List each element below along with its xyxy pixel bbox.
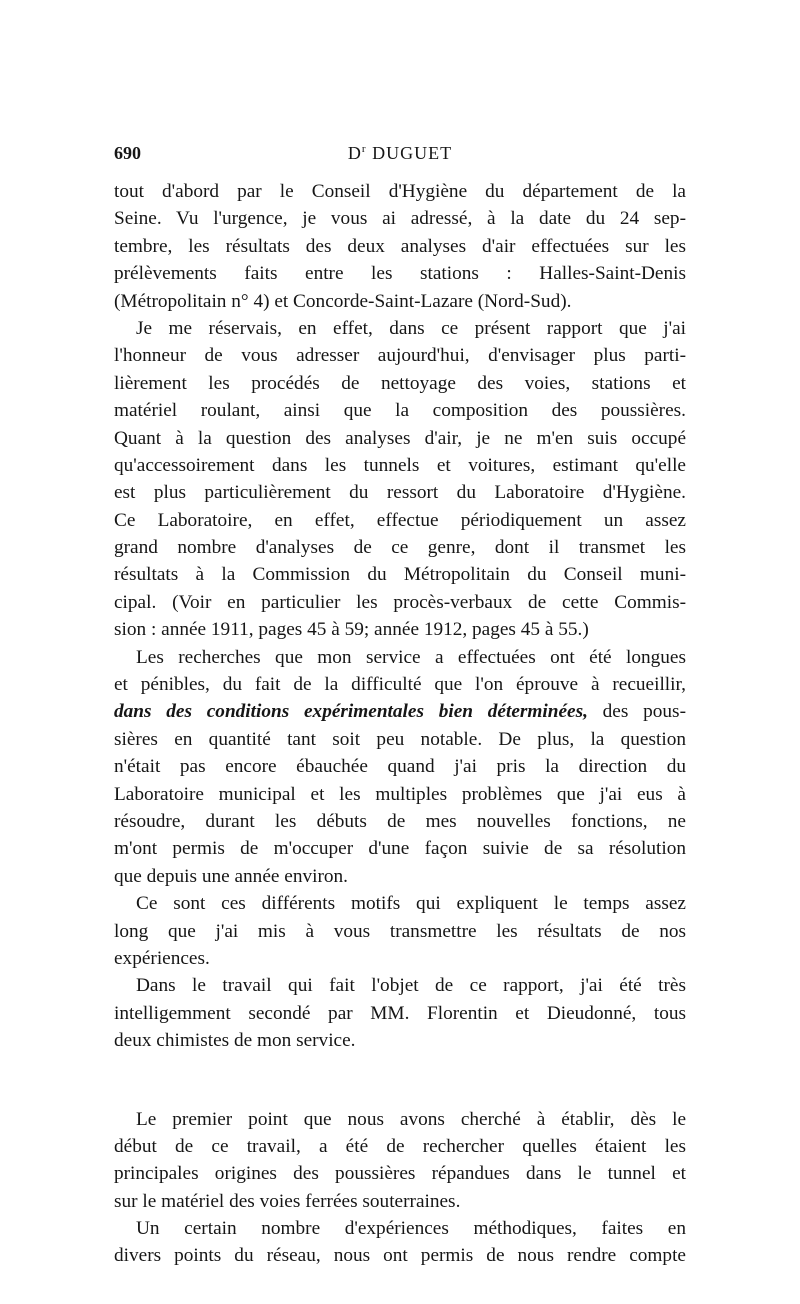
text-line: résultats à la Commission du Métropolitain du Conseil muni- xyxy=(114,564,686,586)
text-line: Ce Laboratoire, en effet, effectue périodiquement un assez xyxy=(114,509,686,531)
text-line: prélèvements faits entre les stations : Halles-Saint-Denis xyxy=(114,263,686,285)
text-line xyxy=(114,698,686,725)
text-line: Dans le travail qui fait l'objet de ce rapport, j'ai été très xyxy=(136,975,686,997)
page-number: 690 xyxy=(114,143,141,163)
text-line: lièrement les procédés de nettoyage des voies, stations et xyxy=(114,372,686,394)
text-line: Le premier point que nous avons cherché à établir, dès le xyxy=(136,1108,686,1130)
text-line: sion : année 1911, pages 45 à 59; année 1912, pages 45 à 55.) xyxy=(114,619,589,641)
text-line: deux chimistes de mon service. xyxy=(114,1030,356,1052)
text-line: (Métropolitain n° 4) et Concorde-Saint-Lazare (Nord-Sud). xyxy=(114,290,572,312)
text-line: intelligemment secondé par MM. Florentin et Dieudonné, tous xyxy=(114,1002,686,1024)
text-line: grand nombre d'analyses de ce genre, dont il transmet les xyxy=(114,537,686,559)
text-line: Seine. Vu l'urgence, je vous ai adressé, à la date du 24 sep- xyxy=(114,208,686,230)
author-name: DUGUET xyxy=(372,143,453,163)
text-line: principales origines des poussières répandues dans le tunnel et xyxy=(114,1163,686,1185)
text-line: tout d'abord par le Conseil d'Hygiène du département de la xyxy=(114,181,686,202)
text-line: n'était pas encore ébauchée quand j'ai pris la direction du xyxy=(114,756,686,778)
text-line: sières en quantité tant soit peu notable. De plus, la question xyxy=(114,728,686,750)
text-line: Je me réservais, en effet, dans ce présent rapport que j'ai xyxy=(136,317,686,339)
text-line: m'ont permis de m'occuper d'une façon suivie de sa résolution xyxy=(114,838,686,860)
text-line: résoudre, durant les débuts de mes nouvelles fonctions, ne xyxy=(114,810,686,832)
author-prefix: D xyxy=(347,143,362,163)
text-line: tembre, les résultats des deux analyses d'air effectuées sur les xyxy=(114,235,686,257)
text-line: divers points du réseau, nous ont permis de nous rendre compte xyxy=(114,1245,686,1267)
text-line: début de ce travail, a été de rechercher quelles étaient les xyxy=(114,1135,686,1157)
section-gap xyxy=(114,1055,686,1106)
text-line: cipal. (Voir en particulier les procès-verbaux de cette Commis- xyxy=(114,591,686,613)
running-head xyxy=(114,143,686,164)
body-text xyxy=(114,178,686,1270)
text-line: est plus particulièrement du ressort du Laboratoire d'Hygiène. xyxy=(114,482,686,504)
text-span: des pous- xyxy=(587,701,686,723)
author-prefix-sup: r xyxy=(361,143,367,155)
text-line: Les recherches que mon service a effectuées ont été longues xyxy=(136,646,686,668)
page-header xyxy=(114,143,686,171)
italic-phrase: dans des conditions expérimentales bien déterminées, xyxy=(114,701,588,723)
text-line: Ce sont ces différents motifs qui expliquent le temps assez xyxy=(136,893,686,915)
text-line: l'honneur de vous adresser aujourd'hui, d'envisager plus parti- xyxy=(114,345,686,367)
text-line: sur le matériel des voies ferrées souterraines. xyxy=(114,1190,461,1212)
text-line: expériences. xyxy=(114,947,210,969)
text-line: Un certain nombre d'expériences méthodiques, faites en xyxy=(136,1218,686,1240)
text-line: matériel roulant, ainsi que la composition des poussières. xyxy=(114,400,686,422)
text-line: que depuis une année environ. xyxy=(114,865,348,887)
text-line: et pénibles, du fait de la difficulté que l'on éprouve à recueillir, xyxy=(114,674,686,696)
text-line: Laboratoire municipal et les multiples problèmes que j'ai eus à xyxy=(114,783,686,805)
text-line: Quant à la question des analyses d'air, je ne m'en suis occupé xyxy=(114,427,686,449)
text-line: qu'accessoirement dans les tunnels et voitures, estimant qu'elle xyxy=(114,454,686,476)
text-line: long que j'ai mis à vous transmettre les résultats de nos xyxy=(114,920,686,942)
